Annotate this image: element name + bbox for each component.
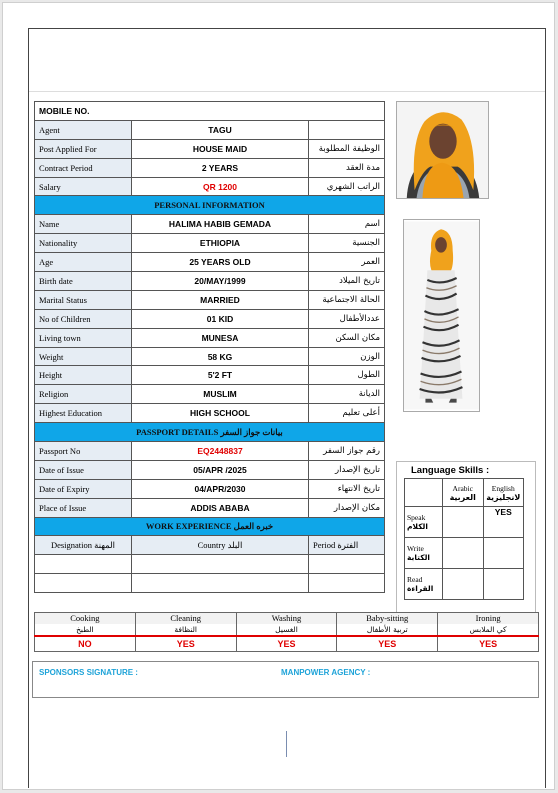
skill-value: YES [236,636,337,652]
english-skill-value [483,538,524,569]
passport-details-header-title: PASSPORT DETAILS بيانات جواز السفر [35,423,385,442]
arabic-skill-value [443,507,484,538]
field-label-arabic: مكان الإصدار [309,498,385,517]
field-label: Living town [35,328,132,347]
work-experience-header-title: WORK EXPERIENCE خبره العمل [35,517,385,536]
portrait-photo [396,101,489,199]
field-value: HIGH SCHOOL [132,404,309,423]
field-label-arabic: تاريخ الميلاد [309,272,385,291]
language-skills-title: Language Skills : [411,465,490,476]
language-corner-cell [405,479,443,507]
field-label-arabic: أعلى تعليم [309,404,385,423]
field-value: QR 1200 [132,177,309,196]
skill-name-arabic: النظافة [135,624,236,636]
field-label: Place of Issue [35,498,132,517]
full-body-image [404,220,479,411]
country-header: Country البلد [132,536,309,555]
language-row-label [405,538,443,569]
cv-table [34,101,385,593]
info-row [35,139,385,158]
skill-name-arabic: الغسيل [236,624,337,636]
work-row [35,555,385,574]
language-row [405,569,524,600]
country-cell [132,574,309,593]
field-label-arabic: العمر [309,253,385,272]
language-row-label-en: Read [407,575,423,584]
passport-row [35,498,385,517]
field-label-arabic: الديانة [309,385,385,404]
language-row-label-ar: الكلام [407,522,428,531]
language-row-label-ar: الكتابة [407,553,430,562]
language-row [405,538,524,569]
personal-row [35,272,385,291]
personal-row [35,366,385,385]
personal-info-header [35,196,385,215]
language-row-label [405,569,443,600]
field-label: Agent [35,120,132,139]
skill-name: Cooking [35,613,136,624]
personal-row [35,385,385,404]
language-col-arabic-ar: العربية [449,492,476,502]
language-row [405,507,524,538]
language-row-label [405,507,443,538]
field-value: 58 KG [132,347,309,366]
language-col-arabic-en: Arabic [452,483,473,493]
skill-name: Baby-sitting [337,613,438,624]
personal-row [35,309,385,328]
field-value: MUSLIM [132,385,309,404]
designation-cell [35,574,132,593]
info-row [35,158,385,177]
field-label: No of Children [35,309,132,328]
personal-row [35,347,385,366]
mobile-no-label: MOBILE NO. [35,102,385,121]
signature-box [32,661,539,698]
personal-row [35,290,385,309]
skill-name: Washing [236,613,337,624]
passport-row [35,479,385,498]
work-header-row [35,536,385,555]
field-value: HOUSE MAID [132,139,309,158]
english-skill-value [483,569,524,600]
designation-cell [35,555,132,574]
personal-info-header-title: PERSONAL INFORMATION [35,196,385,215]
header-rule [29,91,545,92]
field-label-arabic: تاريخ الانتهاء [309,479,385,498]
field-label: Marital Status [35,290,132,309]
period-cell [309,555,385,574]
field-label-arabic: الوزن [309,347,385,366]
field-value: 20/MAY/1999 [132,272,309,291]
arabic-skill-value [443,569,484,600]
field-value: 2 YEARS [132,158,309,177]
skill-name-arabic: تربية الأطفال [337,624,438,636]
language-row-label-en: Speak [407,513,426,522]
field-label: Weight [35,347,132,366]
full-body-photo [403,219,480,412]
passport-row [35,460,385,479]
skill-name: Ironing [438,613,539,624]
field-label: Height [35,366,132,385]
language-col-english-ar: لانجليزية [486,492,521,502]
skill-name-arabic: الطبخ [35,624,136,636]
language-col-english-en: English [491,483,515,493]
field-label-arabic: الطول [309,366,385,385]
field-value: ADDIS ABABA [132,498,309,517]
work-experience-header [35,517,385,536]
field-label-arabic: عددالأطفال [309,309,385,328]
passport-details-header [35,423,385,442]
english-skill-value: YES [483,507,524,538]
language-row-label-en: Write [407,544,424,553]
field-label-arabic: رقم جواز السفر [309,442,385,461]
period-cell [309,574,385,593]
field-label: Nationality [35,234,132,253]
field-label-arabic: الحالة الاجتماعية [309,290,385,309]
field-label: Birth date [35,272,132,291]
field-label: Post Applied For [35,139,132,158]
personal-row [35,234,385,253]
work-row [35,574,385,593]
info-row [35,120,385,139]
skill-value: YES [135,636,236,652]
field-label: Passport No [35,442,132,461]
field-label: Highest Education [35,404,132,423]
field-value: 01 KID [132,309,309,328]
language-table [404,478,524,600]
field-value: EQ2448837 [132,442,309,461]
field-label: Religion [35,385,132,404]
personal-row [35,404,385,423]
skill-name: Cleaning [135,613,236,624]
language-col-english [483,479,524,507]
field-label: Contract Period [35,158,132,177]
field-label-arabic [309,120,385,139]
field-label-arabic: مدة العقد [309,158,385,177]
field-label-arabic: الوظيفة المطلوبة [309,139,385,158]
personal-row [35,253,385,272]
field-label: Date of Expiry [35,479,132,498]
field-value: TAGU [132,120,309,139]
designation-header: Designation المهنة [35,536,132,555]
field-value: 05/APR /2025 [132,460,309,479]
field-label: Date of Issue [35,460,132,479]
field-label: Name [35,215,132,234]
info-row [35,177,385,196]
country-cell [132,555,309,574]
sponsor-signature-label: SPONSORS SIGNATURE : [39,668,138,677]
manpower-agency-label: MANPOWER AGENCY : [281,668,371,677]
passport-row [35,442,385,461]
skill-name-arabic: كي الملابس [438,624,539,636]
language-col-arabic [443,479,484,507]
field-label: Salary [35,177,132,196]
skill-value: YES [337,636,438,652]
portrait-image [397,102,488,198]
arabic-skill-value [443,538,484,569]
personal-row [35,328,385,347]
language-row-label-ar: القراءة [407,584,434,593]
period-header: Period الفترة [309,536,385,555]
field-label-arabic: الراتب الشهري [309,177,385,196]
field-value: MARRIED [132,290,309,309]
field-label-arabic: تاريخ الإصدار [309,460,385,479]
skill-value: NO [35,636,136,652]
field-label-arabic: مكان السكن [309,328,385,347]
text-cursor [286,731,287,757]
field-value: MUNESA [132,328,309,347]
field-value: ETHIOPIA [132,234,309,253]
field-value: HALIMA HABIB GEMADA [132,215,309,234]
field-label-arabic: اسم [309,215,385,234]
skills-table [34,612,539,652]
field-label: Age [35,253,132,272]
skill-value: YES [438,636,539,652]
field-value: 5'2 FT [132,366,309,385]
personal-row [35,215,385,234]
field-value: 04/APR/2030 [132,479,309,498]
field-label-arabic: الجنسية [309,234,385,253]
field-value: 25 YEARS OLD [132,253,309,272]
